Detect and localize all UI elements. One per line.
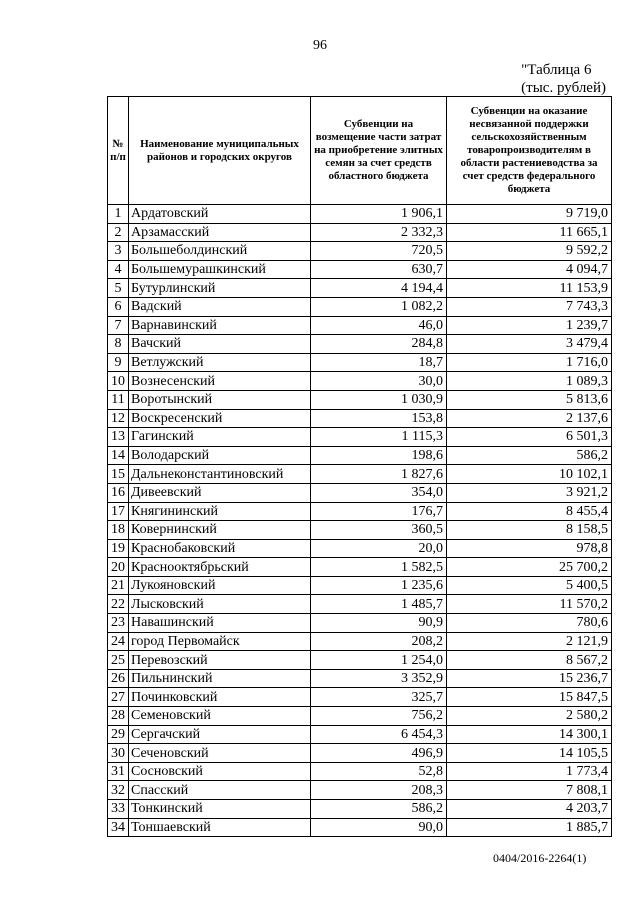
row-number: 9 bbox=[108, 353, 129, 372]
district-name: Арзамасский bbox=[129, 223, 311, 242]
district-name: Ковернинский bbox=[129, 521, 311, 540]
row-number: 28 bbox=[108, 707, 129, 726]
value-regional: 1 030,9 bbox=[311, 390, 447, 409]
value-federal: 8 158,5 bbox=[447, 521, 612, 540]
value-regional: 52,8 bbox=[311, 762, 447, 781]
row-number: 12 bbox=[108, 409, 129, 428]
value-regional: 1 827,6 bbox=[311, 465, 447, 484]
row-number: 1 bbox=[108, 205, 129, 224]
table-row bbox=[108, 539, 612, 558]
district-name: Воскресенский bbox=[129, 409, 311, 428]
row-number: 18 bbox=[108, 521, 129, 540]
value-regional: 46,0 bbox=[311, 316, 447, 335]
district-name: Бутурлинский bbox=[129, 279, 311, 298]
row-number: 29 bbox=[108, 725, 129, 744]
table-row bbox=[108, 390, 612, 409]
header-col1: Субвенции на возмещение части затрат на приобретение элитных семян за счет средств областного бюджета bbox=[311, 97, 447, 205]
value-regional: 30,0 bbox=[311, 372, 447, 391]
row-number: 33 bbox=[108, 800, 129, 819]
value-regional: 4 194,4 bbox=[311, 279, 447, 298]
value-federal: 4 203,7 bbox=[447, 800, 612, 819]
value-regional: 1 235,6 bbox=[311, 576, 447, 595]
row-number: 2 bbox=[108, 223, 129, 242]
table-row bbox=[108, 576, 612, 595]
table-row bbox=[108, 242, 612, 261]
row-number: 13 bbox=[108, 428, 129, 447]
district-name: Вадский bbox=[129, 297, 311, 316]
district-name: Пильнинский bbox=[129, 669, 311, 688]
row-number: 21 bbox=[108, 576, 129, 595]
value-regional: 153,8 bbox=[311, 409, 447, 428]
row-number: 14 bbox=[108, 446, 129, 465]
value-federal: 2 121,9 bbox=[447, 632, 612, 651]
value-regional: 325,7 bbox=[311, 688, 447, 707]
row-number: 4 bbox=[108, 260, 129, 279]
district-name: город Первомайск bbox=[129, 632, 311, 651]
value-regional: 360,5 bbox=[311, 521, 447, 540]
table-row bbox=[108, 595, 612, 614]
table-label: "Таблица 6 bbox=[521, 62, 592, 78]
value-federal: 3 921,2 bbox=[447, 483, 612, 502]
header-num: № п/п bbox=[108, 97, 129, 205]
table-row bbox=[108, 632, 612, 651]
value-regional: 1 485,7 bbox=[311, 595, 447, 614]
district-name: Навашинский bbox=[129, 614, 311, 633]
value-regional: 3 352,9 bbox=[311, 669, 447, 688]
district-name: Перевозский bbox=[129, 651, 311, 670]
row-number: 8 bbox=[108, 335, 129, 354]
table-row bbox=[108, 335, 612, 354]
table-row bbox=[108, 353, 612, 372]
table-row bbox=[108, 372, 612, 391]
row-number: 30 bbox=[108, 744, 129, 763]
table-row bbox=[108, 297, 612, 316]
table-row bbox=[108, 260, 612, 279]
value-regional: 90,9 bbox=[311, 614, 447, 633]
table-row bbox=[108, 744, 612, 763]
value-federal: 1 716,0 bbox=[447, 353, 612, 372]
table-row bbox=[108, 205, 612, 224]
district-name: Лысковский bbox=[129, 595, 311, 614]
table-row bbox=[108, 800, 612, 819]
value-federal: 586,2 bbox=[447, 446, 612, 465]
value-federal: 1 239,7 bbox=[447, 316, 612, 335]
table-row bbox=[108, 223, 612, 242]
table-row bbox=[108, 521, 612, 540]
table-row bbox=[108, 428, 612, 447]
value-federal: 5 400,5 bbox=[447, 576, 612, 595]
value-regional: 756,2 bbox=[311, 707, 447, 726]
value-federal: 780,6 bbox=[447, 614, 612, 633]
district-name: Дальнеконстантиновский bbox=[129, 465, 311, 484]
value-regional: 354,0 bbox=[311, 483, 447, 502]
value-federal: 8 567,2 bbox=[447, 651, 612, 670]
row-number: 11 bbox=[108, 390, 129, 409]
district-name: Большемурашкинский bbox=[129, 260, 311, 279]
value-federal: 978,8 bbox=[447, 539, 612, 558]
district-name: Ветлужский bbox=[129, 353, 311, 372]
district-name: Гагинский bbox=[129, 428, 311, 447]
value-federal: 9 719,0 bbox=[447, 205, 612, 224]
value-federal: 11 665,1 bbox=[447, 223, 612, 242]
table-row bbox=[108, 725, 612, 744]
table-row bbox=[108, 707, 612, 726]
row-number: 27 bbox=[108, 688, 129, 707]
district-name: Семеновский bbox=[129, 707, 311, 726]
district-name: Краснооктябрьский bbox=[129, 558, 311, 577]
table-body bbox=[108, 205, 612, 837]
district-name: Тонкинский bbox=[129, 800, 311, 819]
row-number: 25 bbox=[108, 651, 129, 670]
district-name: Княгининский bbox=[129, 502, 311, 521]
value-regional: 284,8 bbox=[311, 335, 447, 354]
district-name: Володарский bbox=[129, 446, 311, 465]
district-name: Вачский bbox=[129, 335, 311, 354]
row-number: 3 bbox=[108, 242, 129, 261]
district-name: Большеболдинский bbox=[129, 242, 311, 261]
district-name: Воротынский bbox=[129, 390, 311, 409]
value-federal: 4 094,7 bbox=[447, 260, 612, 279]
page-number: 96 bbox=[313, 38, 327, 53]
value-federal: 1 089,3 bbox=[447, 372, 612, 391]
value-federal: 15 847,5 bbox=[447, 688, 612, 707]
value-federal: 8 455,4 bbox=[447, 502, 612, 521]
value-regional: 630,7 bbox=[311, 260, 447, 279]
table-row bbox=[108, 465, 612, 484]
header-name: Наименование муниципальных районов и городских округов bbox=[129, 97, 311, 205]
value-federal: 1 773,4 bbox=[447, 762, 612, 781]
district-name: Сеченовский bbox=[129, 744, 311, 763]
table-row bbox=[108, 781, 612, 800]
value-federal: 2 580,2 bbox=[447, 707, 612, 726]
table-row bbox=[108, 446, 612, 465]
district-name: Вознесенский bbox=[129, 372, 311, 391]
row-number: 10 bbox=[108, 372, 129, 391]
row-number: 20 bbox=[108, 558, 129, 577]
row-number: 22 bbox=[108, 595, 129, 614]
units-label: (тыс. рублей) bbox=[521, 80, 606, 96]
district-name: Спасский bbox=[129, 781, 311, 800]
value-regional: 6 454,3 bbox=[311, 725, 447, 744]
table-row bbox=[108, 483, 612, 502]
value-federal: 6 501,3 bbox=[447, 428, 612, 447]
value-regional: 1 115,3 bbox=[311, 428, 447, 447]
table-row bbox=[108, 614, 612, 633]
value-federal: 15 236,7 bbox=[447, 669, 612, 688]
value-federal: 5 813,6 bbox=[447, 390, 612, 409]
value-federal: 1 885,7 bbox=[447, 818, 612, 837]
value-regional: 1 582,5 bbox=[311, 558, 447, 577]
table-caption bbox=[521, 61, 606, 97]
value-federal: 3 479,4 bbox=[447, 335, 612, 354]
table-row bbox=[108, 762, 612, 781]
district-name: Лукояновский bbox=[129, 576, 311, 595]
value-regional: 1 082,2 bbox=[311, 297, 447, 316]
row-number: 19 bbox=[108, 539, 129, 558]
row-number: 23 bbox=[108, 614, 129, 633]
district-name: Ардатовский bbox=[129, 205, 311, 224]
value-regional: 496,9 bbox=[311, 744, 447, 763]
table-row bbox=[108, 558, 612, 577]
row-number: 16 bbox=[108, 483, 129, 502]
table-row bbox=[108, 409, 612, 428]
table-header-row bbox=[108, 97, 612, 205]
district-name: Варнавинский bbox=[129, 316, 311, 335]
value-regional: 90,0 bbox=[311, 818, 447, 837]
row-number: 15 bbox=[108, 465, 129, 484]
row-number: 5 bbox=[108, 279, 129, 298]
district-name: Дивеевский bbox=[129, 483, 311, 502]
value-regional: 208,2 bbox=[311, 632, 447, 651]
value-regional: 208,3 bbox=[311, 781, 447, 800]
district-name: Краснобаковский bbox=[129, 539, 311, 558]
value-federal: 14 105,5 bbox=[447, 744, 612, 763]
value-regional: 1 254,0 bbox=[311, 651, 447, 670]
row-number: 24 bbox=[108, 632, 129, 651]
row-number: 26 bbox=[108, 669, 129, 688]
table-row bbox=[108, 688, 612, 707]
value-federal: 10 102,1 bbox=[447, 465, 612, 484]
table-row bbox=[108, 316, 612, 335]
row-number: 32 bbox=[108, 781, 129, 800]
table-row bbox=[108, 651, 612, 670]
value-regional: 20,0 bbox=[311, 539, 447, 558]
value-regional: 1 906,1 bbox=[311, 205, 447, 224]
value-federal: 11 153,9 bbox=[447, 279, 612, 298]
row-number: 31 bbox=[108, 762, 129, 781]
subvention-table bbox=[107, 96, 612, 837]
district-name: Сергачский bbox=[129, 725, 311, 744]
district-name: Сосновский bbox=[129, 762, 311, 781]
value-regional: 720,5 bbox=[311, 242, 447, 261]
value-regional: 18,7 bbox=[311, 353, 447, 372]
row-number: 7 bbox=[108, 316, 129, 335]
value-federal: 25 700,2 bbox=[447, 558, 612, 577]
table-row bbox=[108, 502, 612, 521]
table-row bbox=[108, 669, 612, 688]
row-number: 34 bbox=[108, 818, 129, 837]
row-number: 6 bbox=[108, 297, 129, 316]
value-regional: 176,7 bbox=[311, 502, 447, 521]
table-row bbox=[108, 818, 612, 837]
value-regional: 198,6 bbox=[311, 446, 447, 465]
table-row bbox=[108, 279, 612, 298]
value-federal: 11 570,2 bbox=[447, 595, 612, 614]
value-federal: 7 743,3 bbox=[447, 297, 612, 316]
value-regional: 2 332,3 bbox=[311, 223, 447, 242]
value-federal: 2 137,6 bbox=[447, 409, 612, 428]
value-regional: 586,2 bbox=[311, 800, 447, 819]
document-code: 0404/2016-2264(1) bbox=[493, 851, 587, 865]
district-name: Починковский bbox=[129, 688, 311, 707]
value-federal: 14 300,1 bbox=[447, 725, 612, 744]
value-federal: 7 808,1 bbox=[447, 781, 612, 800]
district-name: Тоншаевский bbox=[129, 818, 311, 837]
header-col2: Субвенции на оказание несвязанной поддержки сельскохозяйственным товаропроизводителям в области растениеводства за счет средств федерального бюджета bbox=[447, 97, 612, 205]
value-federal: 9 592,2 bbox=[447, 242, 612, 261]
row-number: 17 bbox=[108, 502, 129, 521]
